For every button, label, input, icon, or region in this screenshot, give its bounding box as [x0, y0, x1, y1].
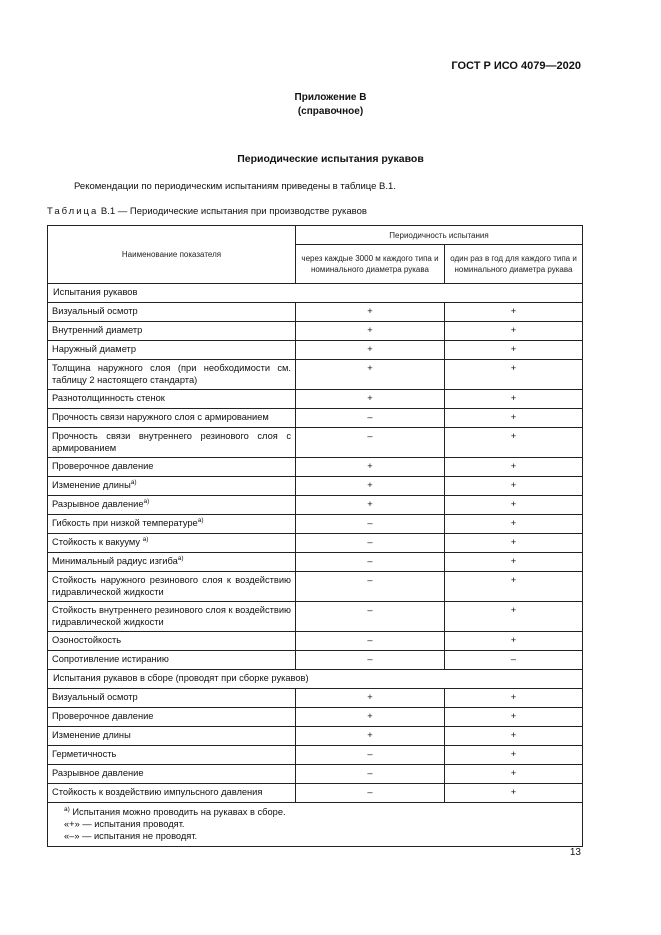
every-3000m-cell: + [296, 689, 445, 708]
every-3000m-cell: – [296, 553, 445, 572]
yearly-cell: + [445, 477, 583, 496]
every-3000m-cell: – [296, 784, 445, 803]
test-name: Стойкость внутреннего резинового слоя к воздействию гидравлической жидкости [52, 605, 291, 627]
test-name-cell [48, 765, 296, 784]
test-name-cell [48, 632, 296, 651]
yearly-cell: + [445, 689, 583, 708]
yearly-cell: + [445, 784, 583, 803]
page-number: 13 [569, 847, 581, 858]
test-name-cell [48, 428, 296, 458]
test-name-cell [48, 458, 296, 477]
table-row [48, 322, 583, 341]
yearly-cell: + [445, 322, 583, 341]
test-name: Стойкость к вакууму [52, 537, 143, 547]
standard-code: ГОСТ Р ИСО 4079—2020 [451, 60, 581, 72]
test-name: Гибкость при низкой температуре [52, 518, 198, 528]
yearly-cell: + [445, 515, 583, 534]
appendix-kind: (справочное) [297, 106, 364, 117]
table-row [48, 572, 583, 602]
test-name-cell [48, 534, 296, 553]
column-header-yearly: один раз в год для каждого типа и номинального диаметра рукава [445, 245, 583, 284]
yearly-cell: + [445, 602, 583, 632]
table-caption-text: В.1 — Периодические испытания при производстве рукавов [98, 206, 367, 217]
test-name: Проверочное давление [52, 711, 154, 721]
test-name: Визуальный осмотр [52, 692, 138, 702]
test-name: Сопротивление истиранию [52, 654, 169, 664]
section-row [48, 284, 583, 303]
table-row [48, 765, 583, 784]
every-3000m-cell: – [296, 765, 445, 784]
footnote-ref: а) [143, 497, 150, 505]
table-caption [47, 206, 367, 217]
test-name: Разрывное давление [52, 499, 144, 509]
yearly-cell: + [445, 496, 583, 515]
test-name-cell [48, 303, 296, 322]
test-name-cell [48, 746, 296, 765]
yearly-cell: + [445, 632, 583, 651]
test-name-cell [48, 602, 296, 632]
yearly-cell: + [445, 341, 583, 360]
every-3000m-cell: + [296, 322, 445, 341]
every-3000m-cell: – [296, 651, 445, 670]
table-row [48, 409, 583, 428]
test-name: Разрывное давление [52, 768, 144, 778]
table-row [48, 534, 583, 553]
intro-paragraph: Рекомендации по периодическим испытаниям приведены в таблице В.1. [74, 181, 396, 192]
table-row [48, 553, 583, 572]
every-3000m-cell: + [296, 390, 445, 409]
section-row [48, 670, 583, 689]
table-row [48, 746, 583, 765]
yearly-cell: + [445, 534, 583, 553]
table-row [48, 303, 583, 322]
every-3000m-cell: + [296, 727, 445, 746]
table-row [48, 708, 583, 727]
column-header-group: Периодичность испытания [296, 226, 583, 245]
yearly-cell: + [445, 360, 583, 390]
every-3000m-cell: + [296, 341, 445, 360]
footnotes [48, 803, 583, 847]
footnote-ref: а) [197, 516, 204, 524]
test-name-cell [48, 784, 296, 803]
every-3000m-cell: + [296, 708, 445, 727]
yearly-cell: + [445, 303, 583, 322]
test-name: Стойкость к воздействию импульсного давления [52, 787, 263, 797]
test-name-cell [48, 322, 296, 341]
footnote-ref: а) [177, 554, 184, 562]
table-row [48, 496, 583, 515]
test-name-cell [48, 708, 296, 727]
column-header-name: Наименование показателя [48, 226, 296, 284]
yearly-cell: + [445, 727, 583, 746]
test-name: Герметичность [52, 749, 117, 759]
every-3000m-cell: – [296, 515, 445, 534]
test-name: Толщина наружного слоя (при необходимости см. таблицу 2 настоящего стандарта) [52, 363, 291, 385]
test-name-cell [48, 341, 296, 360]
test-name-cell [48, 727, 296, 746]
test-name: Проверочное давление [52, 461, 154, 471]
test-name-cell [48, 572, 296, 602]
every-3000m-cell: + [296, 496, 445, 515]
yearly-cell: + [445, 458, 583, 477]
table-row [48, 689, 583, 708]
every-3000m-cell: – [296, 409, 445, 428]
test-name: Внутренний диаметр [52, 325, 143, 335]
test-name-cell [48, 409, 296, 428]
footnote-a [64, 806, 576, 818]
legend-minus: «–» — испытания не проводят. [64, 831, 198, 841]
yearly-cell: + [445, 553, 583, 572]
table-row [48, 360, 583, 390]
footnote-ref: а) [142, 535, 149, 543]
footnote-mark: а) [64, 805, 70, 813]
footnote-a-text: Испытания можно проводить на рукавах в сборе. [69, 807, 286, 817]
test-name-cell [48, 390, 296, 409]
every-3000m-cell: – [296, 428, 445, 458]
every-3000m-cell: – [296, 572, 445, 602]
footnotes-row [48, 803, 583, 847]
every-3000m-cell: – [296, 602, 445, 632]
test-name: Прочность связи наружного слоя с армированием [52, 412, 269, 422]
every-3000m-cell: – [296, 632, 445, 651]
table-row [48, 727, 583, 746]
test-name-cell [48, 651, 296, 670]
column-header-3000m: через каждые 3000 м каждого типа и номинального диаметра рукава [296, 245, 445, 284]
test-name: Изменение длины [52, 480, 131, 490]
test-name: Наружный диаметр [52, 344, 136, 354]
test-name: Озоностойкость [52, 635, 122, 645]
yearly-cell: – [445, 651, 583, 670]
test-name-cell [48, 360, 296, 390]
appendix-label: Приложение В [294, 92, 367, 103]
yearly-cell: + [445, 708, 583, 727]
section-label-hoses: Испытания рукавов [48, 284, 583, 303]
every-3000m-cell: – [296, 534, 445, 553]
yearly-cell: + [445, 390, 583, 409]
legend-plus: «+» — испытания проводят. [64, 819, 185, 829]
section-title: Периодические испытания рукавов [237, 153, 424, 165]
yearly-cell: + [445, 409, 583, 428]
yearly-cell: + [445, 428, 583, 458]
table-row [48, 477, 583, 496]
test-name: Прочность связи внутреннего резинового слоя с армированием [52, 431, 291, 453]
table-row [48, 390, 583, 409]
table-caption-prefix: Таблица [47, 206, 99, 217]
test-name-cell [48, 477, 296, 496]
table-row [48, 602, 583, 632]
every-3000m-cell: + [296, 477, 445, 496]
table-row [48, 515, 583, 534]
test-name: Минимальный радиус изгиба [52, 556, 178, 566]
test-name-cell [48, 496, 296, 515]
test-name: Разнотолщинность стенок [52, 393, 165, 403]
test-name-cell [48, 689, 296, 708]
every-3000m-cell: – [296, 746, 445, 765]
test-name: Изменение длины [52, 730, 131, 740]
every-3000m-cell: + [296, 360, 445, 390]
footnote-ref: а) [130, 478, 137, 486]
table-row [48, 632, 583, 651]
every-3000m-cell: + [296, 303, 445, 322]
yearly-cell: + [445, 572, 583, 602]
periodic-tests-table [47, 225, 583, 847]
section-label-assemblies: Испытания рукавов в сборе (проводят при сборке рукавов) [48, 670, 583, 689]
appendix-heading [0, 91, 661, 119]
table-row [48, 458, 583, 477]
test-name-cell [48, 515, 296, 534]
table-row [48, 784, 583, 803]
test-name: Стойкость наружного резинового слоя к воздействию гидравлической жидкости [52, 575, 291, 597]
table-row [48, 341, 583, 360]
every-3000m-cell: + [296, 458, 445, 477]
yearly-cell: + [445, 765, 583, 784]
yearly-cell: + [445, 746, 583, 765]
test-name: Визуальный осмотр [52, 306, 138, 316]
table-row [48, 428, 583, 458]
table-row [48, 651, 583, 670]
test-name-cell [48, 553, 296, 572]
